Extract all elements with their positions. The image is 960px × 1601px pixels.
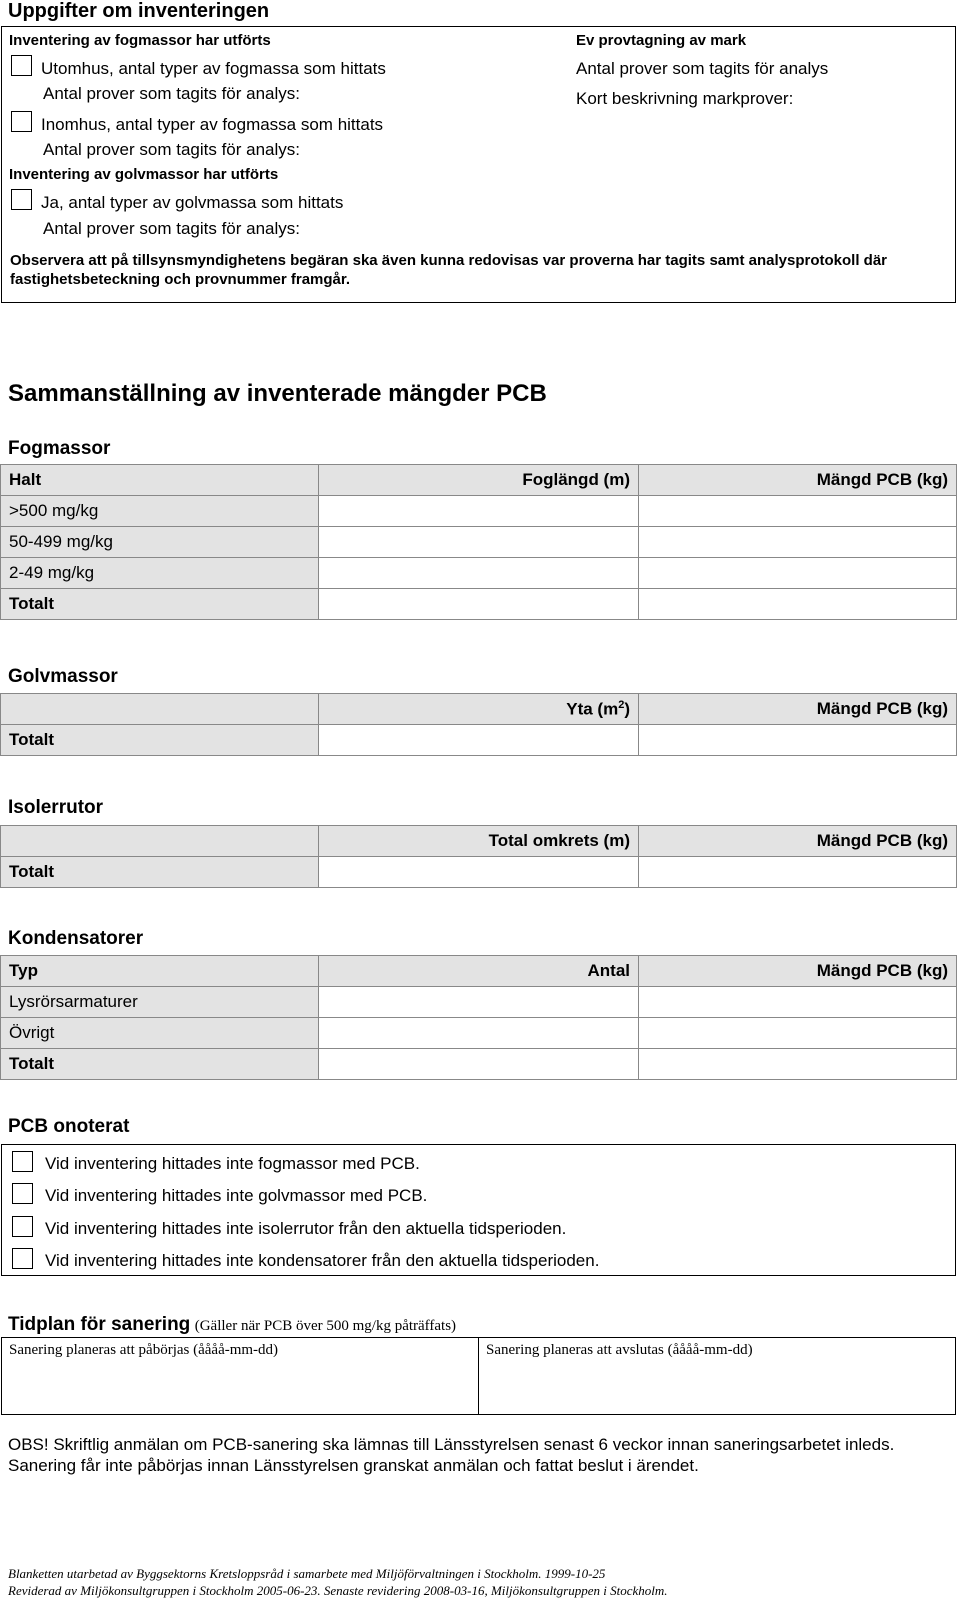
isol-header-pcb: Mängd PCB (kg) xyxy=(639,826,957,857)
floor-checkbox[interactable] xyxy=(11,189,32,210)
fog-length-cell[interactable] xyxy=(319,496,639,527)
pcb-onoterat-title: PCB onoterat xyxy=(8,1116,130,1137)
tidplan-subtitle: (Gäller när PCB över 500 mg/kg påträffats) xyxy=(194,1318,457,1334)
end-date-label: Sanering planeras att avslutas (åååå-mm-dd) xyxy=(486,1342,753,1358)
kond-table xyxy=(0,955,957,1080)
indoor-checkbox[interactable] xyxy=(11,111,32,132)
fog-row-label: 2-49 mg/kg xyxy=(1,558,319,589)
soil-sampling-heading: Ev provtagning av mark xyxy=(576,32,747,49)
kond-total-label: Totalt xyxy=(1,1049,319,1080)
soil-samples-label: Antal prover som tagits för analys xyxy=(576,59,829,78)
fog-pcb-cell[interactable] xyxy=(639,558,957,589)
observation-note: Observera att på tillsynsmyndighetens begäran ska även kunna redovisas var proverna har tagits samt analysprotokoll där fastighetsbeteckning och provnummer framgår. xyxy=(10,252,887,288)
start-date-label: Sanering planeras att påbörjas (åååå-mm-dd) xyxy=(9,1342,279,1358)
footer-line-1: Blanketten utarbetad av Byggsektorns Kretsloppsråd i samarbete med Miljöförvaltningen i Stockholm. 1999-10-25 xyxy=(8,1566,606,1581)
kond-total-count-cell[interactable] xyxy=(319,1049,639,1080)
kond-header-type: Typ xyxy=(1,956,319,987)
pcb-onoterat-label: Vid inventering hittades inte fogmassor med PCB. xyxy=(45,1154,420,1173)
golv-header-pcb: Mängd PCB (kg) xyxy=(639,694,957,725)
golv-table xyxy=(0,693,957,756)
golv-total-area-cell[interactable] xyxy=(319,725,639,756)
indoor-label: Inomhus, antal typer av fogmassa som hittats xyxy=(41,115,384,134)
page-title: Uppgifter om inventeringen xyxy=(8,0,270,22)
golv-total-label: Totalt xyxy=(1,725,319,756)
kond-header-pcb: Mängd PCB (kg) xyxy=(639,956,957,987)
fog-total-pcb-cell[interactable] xyxy=(639,589,957,620)
soil-description-label: Kort beskrivning markprover: xyxy=(576,89,794,108)
start-date-field[interactable] xyxy=(2,1338,479,1414)
outdoor-samples-label: Antal prover som tagits för analys: xyxy=(43,84,301,103)
pcb-onoterat-label: Vid inventering hittades inte golvmassor med PCB. xyxy=(45,1186,428,1205)
pcb-onoterat-checkbox[interactable] xyxy=(12,1183,33,1204)
fog-row-label: 50-499 mg/kg xyxy=(1,527,319,558)
isol-total-pcb-cell[interactable] xyxy=(639,857,957,888)
pcb-onoterat-box xyxy=(1,1144,956,1276)
kond-pcb-cell[interactable] xyxy=(639,987,957,1018)
fog-total-length-cell[interactable] xyxy=(319,589,639,620)
pcb-onoterat-checkbox[interactable] xyxy=(12,1248,33,1269)
fog-row-label: >500 mg/kg xyxy=(1,496,319,527)
obs-notice: OBS! Skriftlig anmälan om PCB-sanering ska lämnas till Länsstyrelsen senast 6 veckor innan saneringsarbetet inleds. Sanering får inte påbörjas innan Länsstyrelsen granskat anmälan och fattat beslut i ärendet. xyxy=(8,1435,895,1475)
fog-pcb-cell[interactable] xyxy=(639,527,957,558)
isol-header-perimeter: Total omkrets (m) xyxy=(319,826,639,857)
fog-inventory-heading: Inventering av fogmassor har utförts xyxy=(9,32,271,49)
isol-table xyxy=(0,825,957,888)
fog-header-pcb: Mängd PCB (kg) xyxy=(639,465,957,496)
tidplan-box xyxy=(1,1337,956,1415)
floor-samples-label: Antal prover som tagits för analys: xyxy=(43,219,301,238)
outdoor-label: Utomhus, antal typer av fogmassa som hittats xyxy=(41,59,386,78)
kond-row-label: Övrigt xyxy=(1,1018,319,1049)
kond-count-cell[interactable] xyxy=(319,1018,639,1049)
fog-section-title: Fogmassor xyxy=(8,438,111,459)
isol-section-title: Isolerrutor xyxy=(8,797,104,818)
fog-pcb-cell[interactable] xyxy=(639,496,957,527)
tidplan-heading xyxy=(8,1314,456,1336)
isol-total-perimeter-cell[interactable] xyxy=(319,857,639,888)
golv-total-pcb-cell[interactable] xyxy=(639,725,957,756)
isol-header-blank xyxy=(1,826,319,857)
fog-length-cell[interactable] xyxy=(319,527,639,558)
pcb-onoterat-label: Vid inventering hittades inte isolerrutor från den aktuella tidsperioden. xyxy=(45,1219,567,1238)
floor-inventory-heading: Inventering av golvmassor har utförts xyxy=(9,166,279,183)
kond-row-label: Lysrörsarmaturer xyxy=(1,987,319,1018)
kond-count-cell[interactable] xyxy=(319,987,639,1018)
golv-header-area: Yta $(m^2)$ xyxy=(319,694,639,725)
golv-header-blank xyxy=(1,694,319,725)
pcb-onoterat-label: Vid inventering hittades inte kondensatorer från den aktuella tidsperioden. xyxy=(45,1251,600,1270)
fog-table xyxy=(0,464,957,620)
indoor-samples-label: Antal prover som tagits för analys: xyxy=(43,140,301,159)
isol-total-label: Totalt xyxy=(1,857,319,888)
pcb-onoterat-checkbox[interactable] xyxy=(12,1151,33,1172)
fog-total-label: Totalt xyxy=(1,589,319,620)
outdoor-checkbox[interactable] xyxy=(11,55,32,76)
pcb-onoterat-checkbox[interactable] xyxy=(12,1216,33,1237)
footer-line-2: Reviderad av Miljökonsultgruppen i Stockholm 2005-06-23. Senaste revidering 2008-03-16, Miljökonsultgruppen i Stockholm. xyxy=(8,1583,668,1598)
fog-header-length: Foglängd (m) xyxy=(319,465,639,496)
fog-header-halt: Halt xyxy=(1,465,319,496)
kond-total-pcb-cell[interactable] xyxy=(639,1049,957,1080)
summary-title: Sammanställning av inventerade mängder PCB xyxy=(8,380,547,407)
golv-section-title: Golvmassor xyxy=(8,666,118,687)
kond-header-count: Antal xyxy=(319,956,639,987)
floor-label: Ja, antal typer av golvmassa som hittats xyxy=(41,193,344,212)
fog-length-cell[interactable] xyxy=(319,558,639,589)
tidplan-title: Tidplan för sanering xyxy=(8,1314,191,1335)
inventory-box xyxy=(1,26,956,303)
kond-section-title: Kondensatorer xyxy=(8,928,144,949)
end-date-field[interactable] xyxy=(479,1338,955,1414)
kond-pcb-cell[interactable] xyxy=(639,1018,957,1049)
